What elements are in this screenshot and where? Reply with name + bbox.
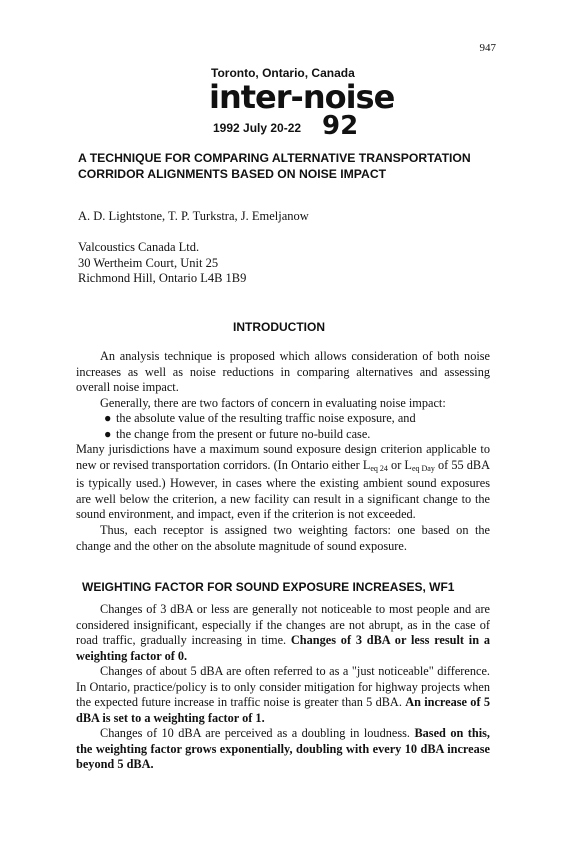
- author-affiliation: [78, 240, 246, 287]
- list-item: [76, 411, 490, 427]
- bullet-icon: ●: [104, 411, 112, 426]
- conference-logo: inter-noise: [209, 78, 395, 116]
- page-number: 947: [479, 42, 496, 54]
- affiliation-line: Richmond Hill, Ontario L4B 1B9: [78, 271, 247, 285]
- paper-title-line-2: CORRIDOR ALIGNMENTS BASED ON NOISE IMPACT: [78, 167, 387, 181]
- bullet-icon: ●: [104, 426, 112, 441]
- emphasis: An increase of 5 dBA is set to a weighting factor of 1.: [76, 695, 490, 725]
- paper-title: [78, 150, 471, 182]
- emphasis: Changes of 3 dBA or less result in a weighting factor of 0.: [76, 633, 490, 663]
- bullet-list: [76, 411, 490, 442]
- leq-24-subscript: eq 24: [370, 463, 388, 473]
- paragraph: Many jurisdictions have a maximum sound exposure design criterion applicable to new or revised transportation corridors. (In Ontario either $L_{eq 24}$ or $L_{eq Day}$ of 55 dBA is typically used.) However, in cases where the existing ambient sound exposures are well below the criterion, a new facility can result in a significant change to the sound environment, and impact, even if the criterion is not exceeded.: [76, 442, 490, 522]
- paragraph: Generally, there are two factors of concern in evaluating noise impact:: [100, 395, 446, 410]
- conference-dates: 1992 July 20-22: [213, 121, 302, 135]
- section-heading-wf1: WEIGHTING FACTOR FOR SOUND EXPOSURE INCREASES, WF1: [82, 580, 455, 594]
- paragraph: Changes of 3 dBA or less are generally not noticeable to most people and are considered insignificant, especially if the changes are not abrupt, as in the case of road traffic, gradually increasing in time. Changes of 3 dBA or less result in a weighting factor of 0.: [76, 602, 490, 663]
- paragraph: Changes of 10 dBA are perceived as a doubling in loudness. Based on this, the weighting factor grows exponentially, doubling with every 10 dBA increase beyond 5 dBA.: [76, 726, 490, 772]
- section-heading-introduction: INTRODUCTION: [233, 320, 325, 334]
- affiliation-line: Valcoustics Canada Ltd.: [78, 240, 200, 254]
- list-item: [76, 427, 490, 443]
- paper-title-line-1: A TECHNIQUE FOR COMPARING ALTERNATIVE TRANSPORTATION: [78, 151, 471, 165]
- list-item-text: the change from the present or future no-build case.: [116, 426, 371, 441]
- list-item-text: the absolute value of the resulting traffic noise exposure, and: [116, 411, 416, 426]
- affiliation-line: 30 Wertheim Court, Unit 25: [78, 255, 219, 270]
- paragraph: Changes of about 5 dBA are often referred to as a "just noticeable" difference. In Ontario, practice/policy is to only consider mitigation for highway projects when the expected future increase in traffic noise is greater than 5 dBA. An increase of 5 dBA is set to a weighting factor of 1.: [76, 664, 490, 725]
- conference-location: Toronto, Ontario, Canada: [211, 66, 355, 80]
- paragraph: Thus, each receptor is assigned two weighting factors: one based on the change and the other on the absolute magnitude of sound exposure.: [76, 523, 490, 553]
- paper-authors: A. D. Lightstone, T. P. Turkstra, J. Emeljanow: [78, 209, 309, 223]
- conference-year: 92: [322, 111, 359, 141]
- leq-day-subscript: eq Day: [411, 463, 435, 473]
- emphasis: Based on this, the weighting factor grows exponentially, doubling with every 10 dBA increase beyond 5 dBA.: [76, 726, 490, 772]
- wf1-body: [76, 602, 490, 773]
- introduction-body: [76, 349, 490, 554]
- paragraph: An analysis technique is proposed which allows consideration of both noise increases as well as noise reductions in comparing alternatives and assessing overall noise impact.: [76, 349, 490, 395]
